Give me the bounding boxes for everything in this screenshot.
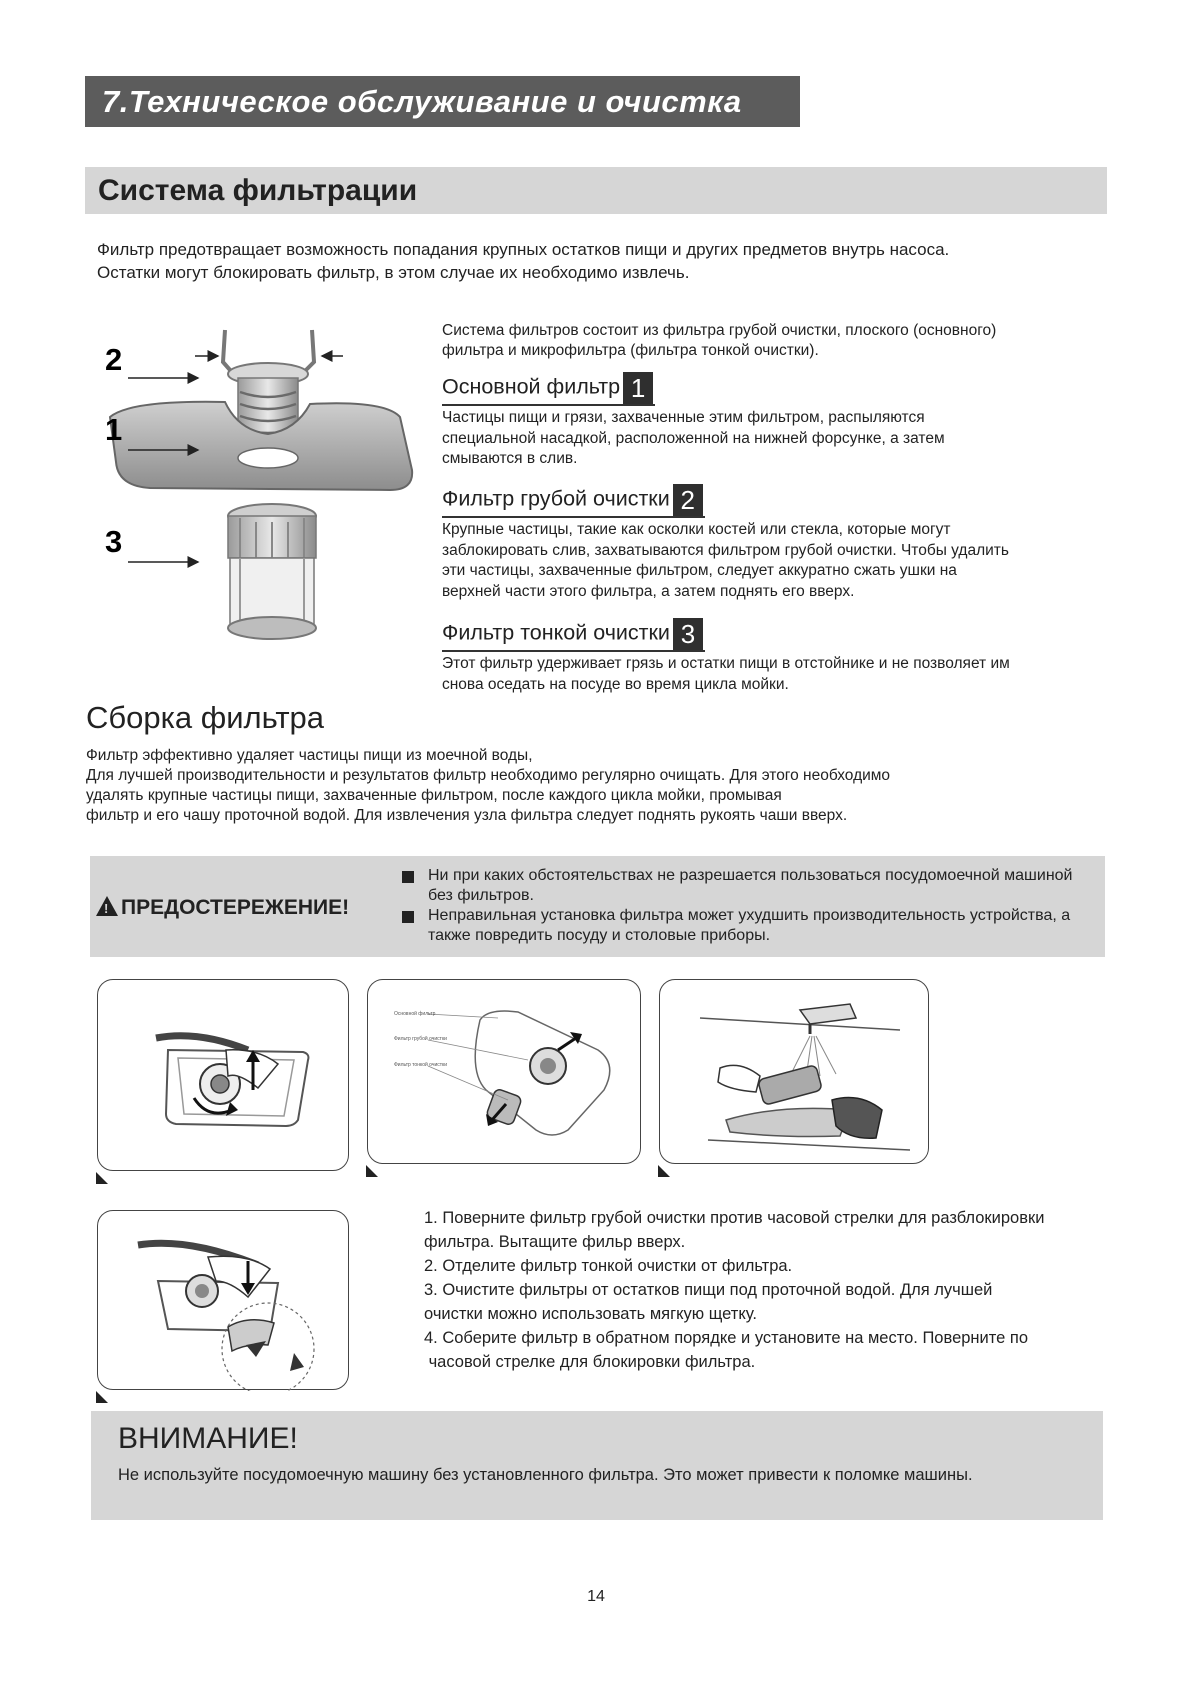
chapter-title: 7.Техническое обслуживание и очистка	[85, 76, 800, 127]
cleaning-steps	[424, 1206, 1144, 1374]
callout-number: 3	[105, 524, 123, 559]
text-line: специальной насадкой, расположенной на нижней форсунке, а затем	[442, 429, 945, 447]
filters-description	[442, 321, 1122, 361]
warning-label-text: ПРЕДОСТЕРЕЖЕНИЕ!	[121, 896, 350, 919]
attention-text: Не используйте посудомоечную машину без установленного фильтра. Это может привести к поломке машины.	[118, 1466, 973, 1484]
illustration-label: Фильтр грубой очистки	[394, 1036, 447, 1042]
fine-filter-heading	[442, 618, 705, 652]
callout-number: 1	[105, 412, 123, 447]
step-line: очистки можно использовать мягкую щетку.	[424, 1305, 757, 1323]
filter-title: Фильтр грубой очистки	[442, 486, 670, 511]
warning-item: Ни при каких обстоятельствах не разрешается пользоваться посудомоечной машиной без фильтров.	[400, 866, 1100, 906]
corner-marker-icon	[366, 1165, 378, 1177]
assembly-text	[86, 746, 1146, 826]
unlock-filter-drawing	[98, 980, 350, 1172]
step-line: 3. Очистите фильтры от остатков пищи под проточной водой. Для лучшей	[424, 1281, 993, 1299]
text-line: Этот фильтр удерживает грязь и остатки пищи в отстойнике и не позволяет им	[442, 655, 1010, 672]
illustration-label: Фильтр тонкой очистки	[394, 1062, 448, 1068]
callout-number: 2	[105, 342, 123, 377]
text-line: Крупные частицы, такие как осколки костей или стекла, которые могут	[442, 521, 951, 538]
corner-marker-icon	[658, 1165, 670, 1177]
step-line: 1. Поверните фильтр грубой очистки против часовой стрелки для разблокировки	[424, 1209, 1045, 1227]
coarse-filter-tab	[223, 330, 230, 370]
corner-marker-icon	[96, 1391, 108, 1403]
text-line: смываются в слив.	[442, 450, 578, 467]
warning-triangle-icon	[96, 896, 118, 916]
text-line: фильтр и его чашу проточной водой. Для извлечения узла фильтра следует поднять рукоять чаши вверх.	[86, 807, 848, 824]
step-line: 2. Отделите фильтр тонкой очистки от фильтра.	[424, 1257, 793, 1275]
page-number: 14	[587, 1588, 605, 1605]
section-title: Система фильтрации	[85, 167, 1107, 214]
desc-line: фильтра и микрофильтра (фильтра тонкой очистки).	[442, 342, 819, 359]
text-line: Фильтр эффективно удаляет частицы пищи из моечной воды,	[86, 747, 533, 764]
step-illustration-unlock	[97, 979, 349, 1171]
text-line: Частицы пищи и грязи, захваченные этим фильтром, распыляются	[442, 409, 925, 426]
filter-assembly-figure	[100, 322, 430, 672]
step-illustration-separate	[367, 979, 641, 1164]
main-filter-heading	[442, 372, 655, 406]
rinse-filter-drawing	[660, 980, 930, 1165]
attention-title: ВНИМАНИЕ!	[118, 1422, 298, 1455]
step-line: часовой стрелке для блокировки фильтра.	[424, 1353, 756, 1371]
text-line: заблокировать слив, захватываются фильтром грубой очистки. Чтобы удалить	[442, 541, 1009, 559]
step-line: 4. Соберите фильтр в обратном порядке и установите на место. Поверните по	[424, 1329, 1028, 1347]
filter-title: Фильтр тонкой очистки	[442, 620, 670, 645]
text-line: эти частицы, захваченные фильтром, следует аккуратно сжать ушки на	[442, 562, 957, 579]
desc-line: Система фильтров состоит из фильтра грубой очистки, плоского (основного)	[442, 322, 997, 339]
step-illustration-rinse	[659, 979, 929, 1164]
lock-filter-drawing	[98, 1211, 350, 1391]
text-line: Для лучшей производительности и результатов фильтр необходимо регулярно очищать. Для этого необходимо	[86, 767, 891, 784]
filter-title: Основной фильтр	[442, 374, 621, 399]
filter-number-badge: 1	[623, 372, 653, 404]
corner-marker-icon	[96, 1172, 108, 1184]
coarse-filter-heading	[442, 484, 705, 518]
step-illustration-lock	[97, 1210, 349, 1390]
warning-label	[96, 896, 349, 920]
coarse-filter-tab	[306, 330, 314, 370]
fine-filter-text	[442, 654, 1132, 695]
warning-list	[400, 866, 1100, 946]
coarse-filter-text	[442, 520, 1132, 602]
text-line: верхней части этого фильтра, а затем поднять его вверх.	[442, 582, 855, 600]
text-line: снова оседать на посуде во время цикла мойки.	[442, 675, 789, 693]
text-line: удалять крупные частицы пищи, захваченные фильтром, после каждого цикла мойки, промывая	[86, 787, 782, 804]
main-filter-text	[442, 408, 1132, 470]
illustration-label: Основной фильтр	[394, 1011, 436, 1017]
filter-number-badge: 3	[673, 618, 703, 650]
assembly-title: Сборка фильтра	[86, 700, 325, 735]
filter-number-badge: 2	[673, 484, 703, 516]
intro-text	[97, 238, 1117, 284]
step-line: фильтра. Вытащите фильр вверх.	[424, 1233, 686, 1251]
warning-item: Неправильная установка фильтра может ухудшить производительность устройства, а также повредить посуду и столовые приборы.	[400, 906, 1100, 946]
intro-line: Фильтр предотвращает возможность попадания крупных остатков пищи и других предметов внутрь насоса.	[97, 240, 950, 259]
intro-line: Остатки могут блокировать фильтр, в этом случае их необходимо извлечь.	[97, 263, 690, 282]
separate-filter-drawing	[368, 980, 642, 1165]
